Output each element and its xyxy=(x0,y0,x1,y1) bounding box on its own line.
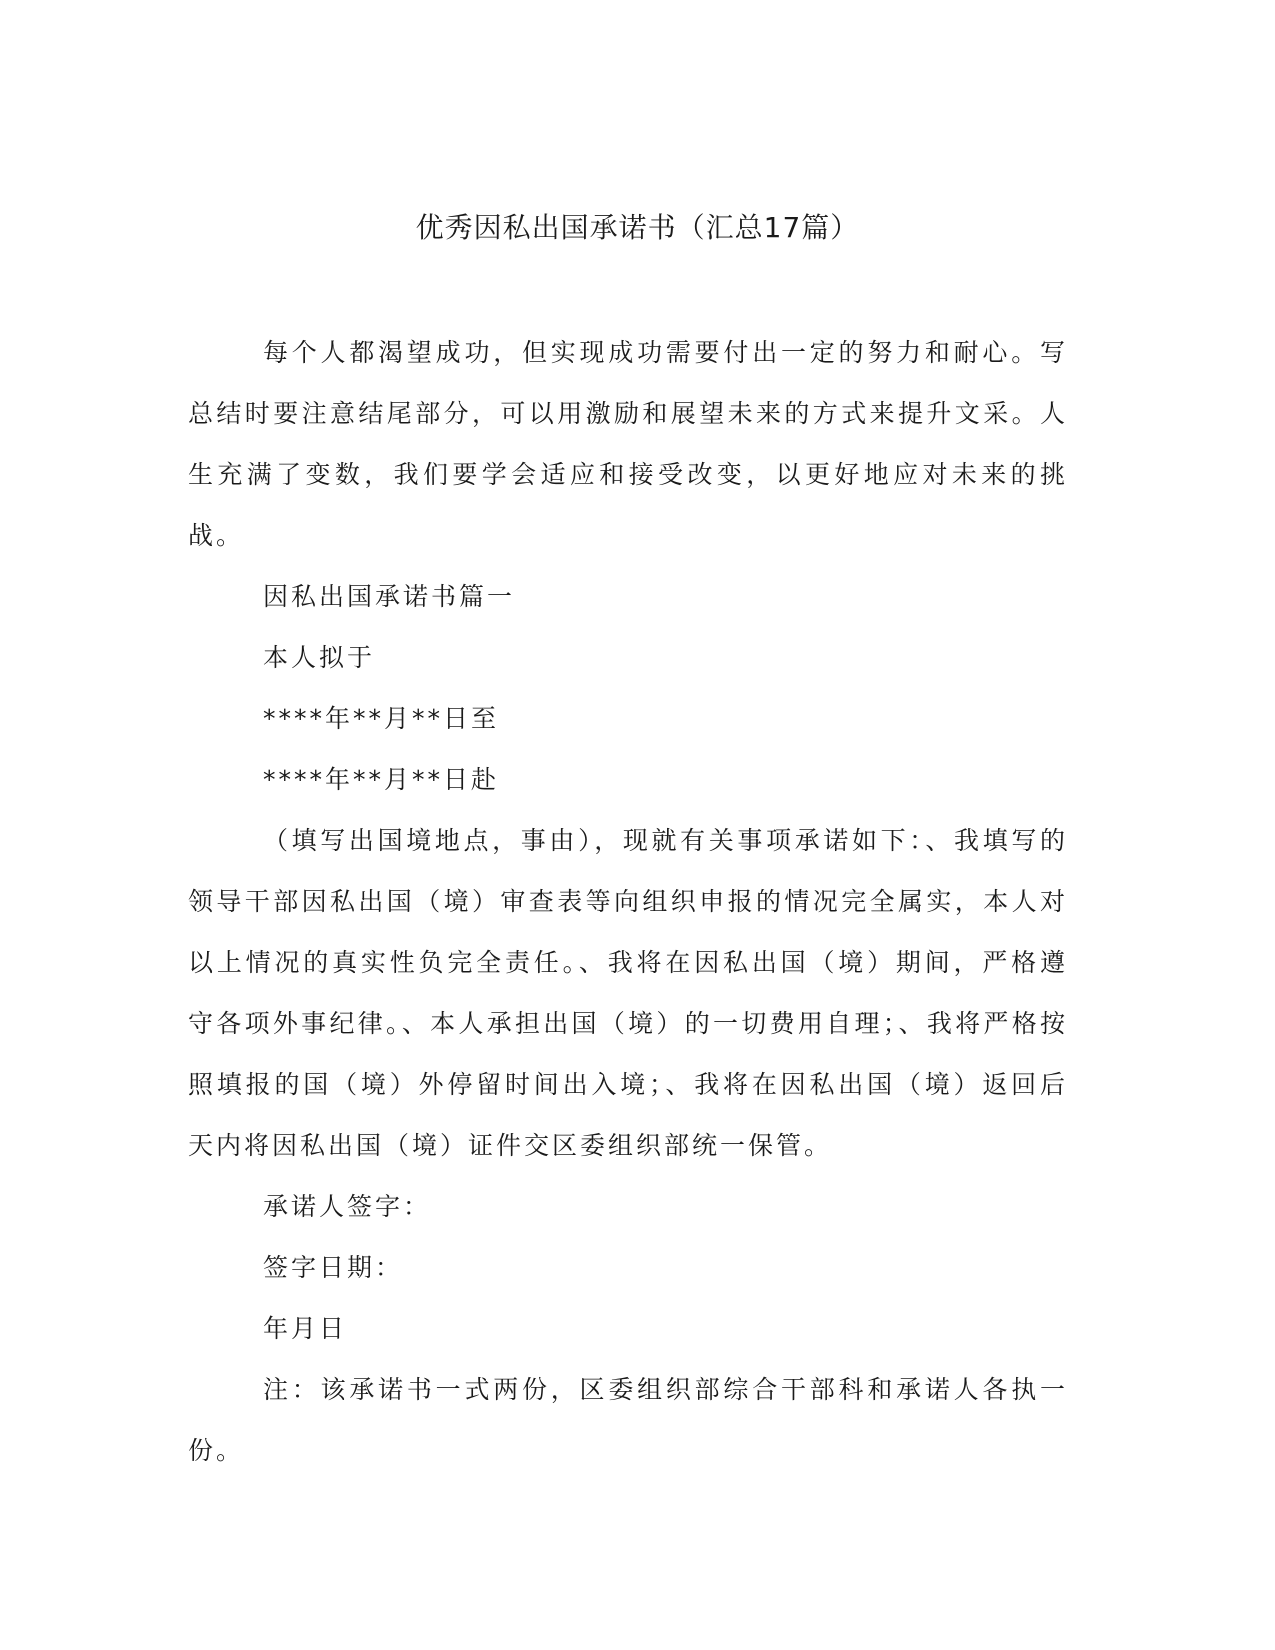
commitment-paragraph: （填写出国境地点，事由），现就有关事项承诺如下：、我填写的领导干部因私出国（境）审查表等向组织申报的情况完全属实，本人对以上情况的真实性负完全责任。、我将在因私出国（境）期间，严格遵守各项外事纪律。、本人承担出国（境）的一切费用自理；、我将严格按照填报的国（境）外停留时间出入境；、我将在因私出国（境）返回后天内将因私出国（境）证件交区委组织部统一保管。 xyxy=(188,826,1068,1160)
signature-label: 承诺人签字： xyxy=(263,1192,432,1221)
date-to-line: ****年**月**日赴 xyxy=(263,765,500,794)
section-heading: 因私出国承诺书篇一 xyxy=(263,582,516,611)
date-from-line: ****年**月**日至 xyxy=(263,704,500,733)
intro-paragraph: 每个人都渴望成功，但实现成功需要付出一定的努力和耐心。写总结时要注意结尾部分，可以用激励和展望未来的方式来提升文采。人生充满了变数，我们要学会适应和接受改变，以更好地应对未来的挑战。 xyxy=(188,338,1068,550)
document-body xyxy=(188,322,1068,1481)
date-placeholder: 年月日 xyxy=(263,1314,348,1343)
plan-line: 本人拟于 xyxy=(263,643,376,672)
signature-date-label: 签字日期： xyxy=(263,1253,404,1282)
note-paragraph: 注：该承诺书一式两份，区委组织部综合干部科和承诺人各执一份。 xyxy=(188,1375,1068,1465)
document-title: 优秀因私出国承诺书（汇总17篇） xyxy=(415,211,860,244)
